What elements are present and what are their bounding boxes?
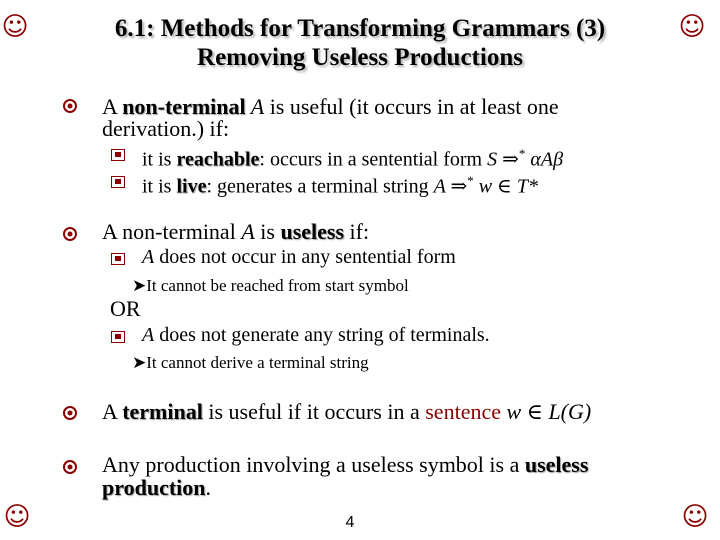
keyword-useless: useless — [524, 452, 589, 477]
sub-bullet-icon — [111, 331, 125, 343]
text: is — [254, 219, 281, 244]
bullet2-note2 — [132, 353, 369, 373]
slide-title — [60, 14, 660, 72]
keyword-sentence: sentence — [425, 399, 501, 424]
language-expr: w ∈ L(G) — [500, 399, 592, 424]
sub-bullet-icon — [111, 253, 125, 265]
sub-bullet-icon — [111, 176, 125, 188]
title-line-2: Removing Useless Productions — [197, 44, 523, 71]
bullet1-sub1 — [142, 143, 563, 171]
text: A — [102, 94, 123, 119]
text: : generates a terminal string — [206, 175, 434, 198]
text: does not occur in any sentential form — [154, 246, 456, 268]
bullet2-sub1 — [142, 246, 456, 268]
page-number: 4 — [345, 514, 355, 531]
bullet-icon — [60, 226, 80, 247]
text: It cannot be reached from start symbol — [146, 276, 409, 295]
terminal-string-expr: w ∈ T* — [473, 175, 538, 198]
derivation-expr: S ⇒ — [487, 148, 519, 171]
symbol-a: A — [142, 246, 155, 268]
corner-smiley-icon-bl: ☺ — [3, 502, 31, 532]
arrow-right-icon: ➤ — [132, 353, 147, 372]
sentential-form-expr: αAβ — [525, 148, 564, 171]
bullet4-line2 — [102, 476, 211, 500]
text: OR — [110, 296, 141, 321]
or-label — [110, 297, 141, 321]
bullet3-line1 — [102, 400, 591, 424]
keyword-non-terminal: non-terminal — [122, 94, 246, 119]
title-line-1: 6.1: Methods for Transforming Grammars (3) — [114, 15, 606, 42]
text: . — [205, 475, 212, 500]
text: is useful if it occurs in a — [202, 399, 426, 424]
symbol-a: A — [241, 219, 255, 244]
text: A non-terminal — [102, 219, 242, 244]
keyword-live: live — [176, 175, 207, 198]
text: derivation.) if: — [102, 116, 230, 141]
text: if: — [344, 219, 370, 244]
bullet2-sub2 — [142, 324, 490, 346]
text: : occurs in a sentential form — [259, 148, 488, 171]
corner-smiley-icon-tl: ☺ — [1, 12, 29, 42]
symbol-a: A — [245, 94, 265, 119]
arrow-right-icon: ➤ — [132, 276, 147, 295]
text: A — [102, 399, 123, 424]
text: it is — [142, 175, 177, 198]
star: * — [518, 146, 526, 161]
keyword-terminal: terminal — [122, 399, 203, 424]
text: is useful (it occurs in at least one — [264, 94, 559, 119]
keyword-production: production — [102, 475, 206, 500]
keyword-useless: useless — [280, 219, 345, 244]
bullet-icon — [60, 98, 80, 119]
text: does not generate any string of terminals. — [154, 324, 490, 346]
text: Any production involving a useless symbol is a — [102, 452, 525, 477]
corner-smiley-icon-br: ☺ — [681, 502, 709, 532]
bullet1-line2 — [102, 117, 229, 141]
derivation-expr: A ⇒ — [433, 175, 468, 198]
bullet4-line1 — [102, 453, 588, 477]
bullet-icon — [60, 459, 80, 480]
star: * — [467, 173, 474, 188]
bullet1-sub2 — [142, 170, 538, 198]
bullet2-note1 — [132, 276, 409, 296]
corner-smiley-icon-tr: ☺ — [678, 12, 706, 42]
bullet2-line1 — [102, 220, 369, 244]
text: it is — [142, 148, 177, 171]
sub-bullet-icon — [111, 149, 125, 161]
text: It cannot derive a terminal string — [146, 353, 369, 372]
symbol-a: A — [142, 324, 155, 346]
bullet-icon — [60, 405, 80, 426]
keyword-reachable: reachable — [176, 148, 260, 171]
